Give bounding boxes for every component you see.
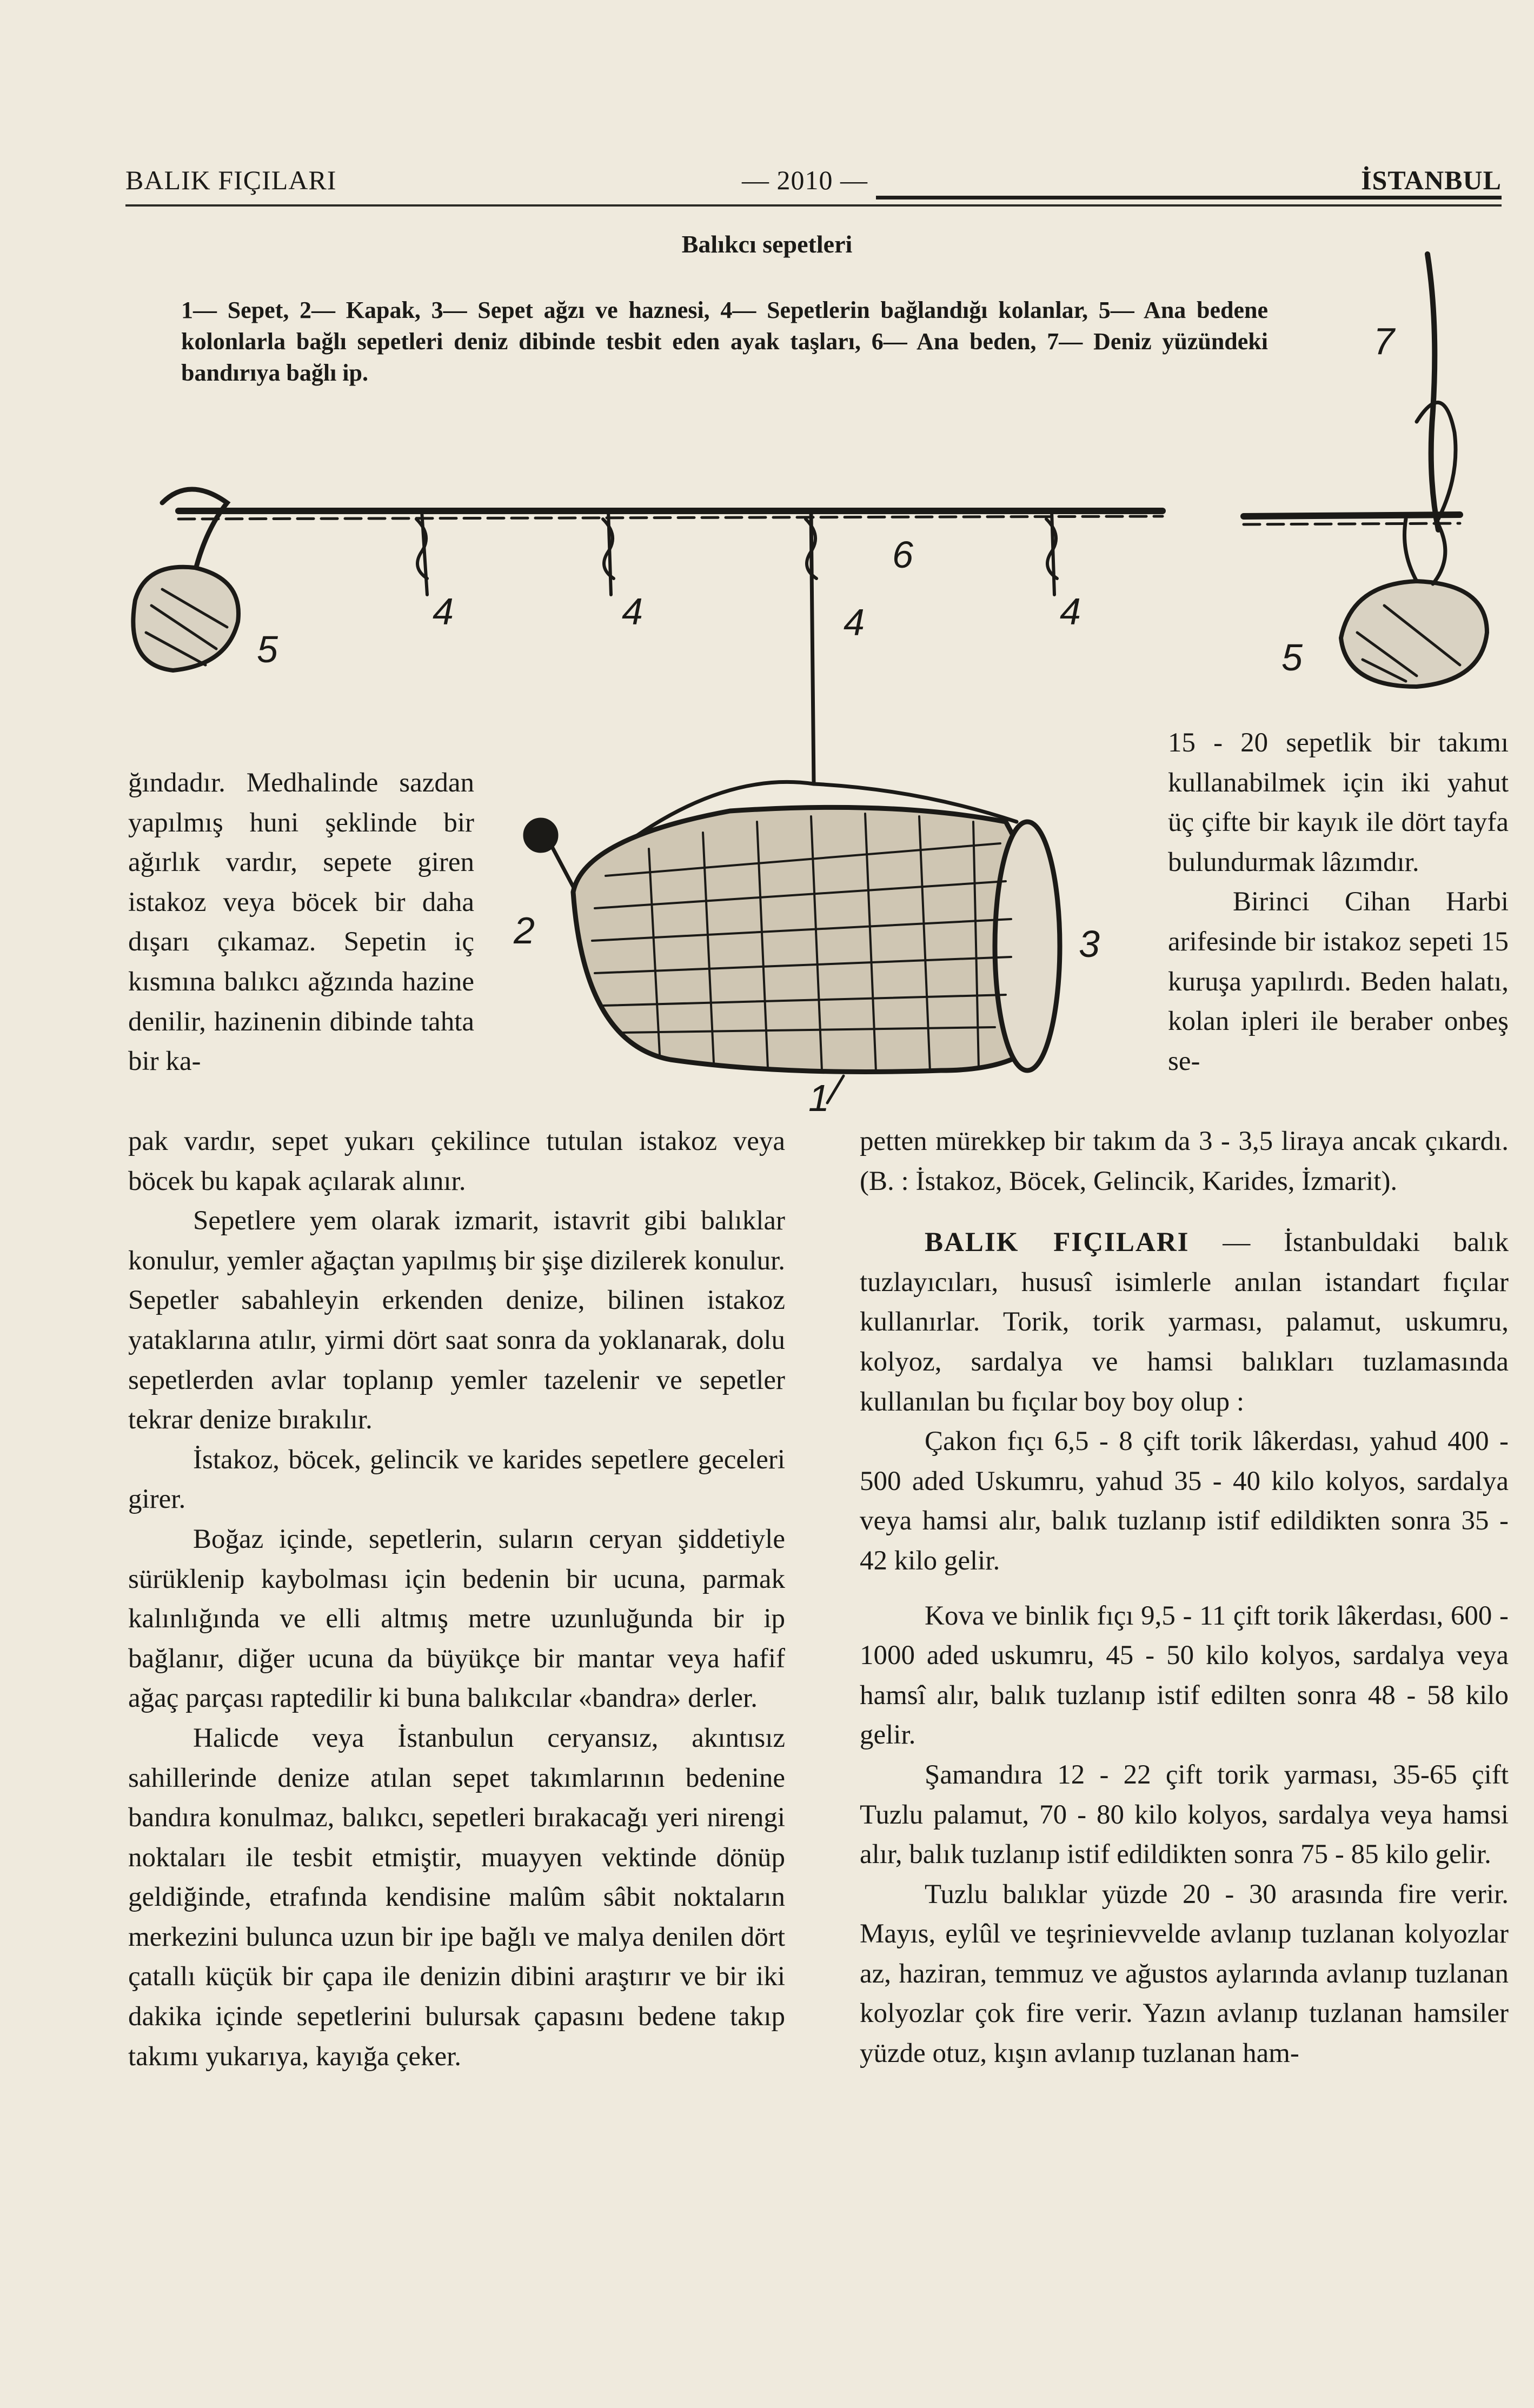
page-number: — 2010 — xyxy=(742,165,868,195)
label-3: 3 xyxy=(1079,923,1100,965)
paragraph: Halicde veya İstanbulun ceryansız, akıntısız sahillerinde denize atılan sepet takımlarının bedenine bandıra konulmaz, balıkcı, sepetleri bırakacağı yeri nirengi noktaları ile tesbit etmiştir, muayyen vektinde dönüp geldiğinde, etrafında kendisine malûm sâbit noktaların merkezini bulunca uzun bir ipe bağlı ve malya denilen dört çatallı küçük bir çapa ile denizin dibini araştırır ve bir iki dakika içinde sepetlerini bulursak çapasını bedene takıp takımı yukarıya, kayığa çeker. xyxy=(128,1722,785,2072)
section-paragraph xyxy=(860,1223,1509,1422)
paragraph: Birinci Cihan Harbi arifesinde bir istakoz sepeti 15 kuruşa yapılırdı. Beden halatı, kolan ipleri ile beraber onbeş se- xyxy=(1168,887,1509,1076)
paragraph: Boğaz içinde, sepetlerin, suların ceryan şiddetiyle sürüklenip kaybolması için bedenin bir ucuna, parmak kalınlığında ve elli altmış metre uzunluğunda bir ip bağlanır, diğer ucuna da büyükçe bir mantar veya hafif ağaç parçası raptedilir ki buna balıkcılar «bandra» derler. xyxy=(128,1524,785,1714)
buoy-line xyxy=(1427,254,1438,530)
paragraph: Çakon fıçı 6,5 - 8 çift torik lâkerdası, yahud 400 - 500 aded Uskumru, yahud 35 - 40 kilo kolyos, sardalya veya hamsi alır, balık tuzlanıp istif edildikten sonra 35 - 42 kilo gelir. xyxy=(860,1426,1509,1576)
right-column xyxy=(860,1122,1509,2074)
paragraph: Tuzlu balıklar yüzde 20 - 30 arasında fire verir. Mayıs, eylûl ve teşrinievvelde avlanıp tuzlanan kolyozlar az, haziran, temmuz ve ağustos aylarında avlanıp tuzlanan kolyozlar çok fire verir. Yazın avlanıp tuzlanan hamsiler yüzde otuz, kışın avlanıp tuzlanan ham- xyxy=(860,1879,1509,2069)
paragraph: petten mürekkep bir takım da 3 - 3,5 liraya ancak çıkardı. (B. : İstakoz, Böcek, Gelincik, Karides, İzmarit). xyxy=(860,1126,1509,1196)
paragraph: Şamandıra 12 - 22 çift torik yarması, 35-65 çift Tuzlu palamut, 70 - 80 kilo kolyos, sardalya veya hamsi alır, balık tuzlanıp istif edildikten sonra 75 - 85 kilo gelir. xyxy=(860,1759,1509,1870)
anchor-stone-right xyxy=(1341,581,1487,687)
label-4-a: 4 xyxy=(433,590,454,633)
label-5-left: 5 xyxy=(257,628,278,670)
right-column-narrow xyxy=(1168,723,1509,1081)
basket-lid xyxy=(523,818,558,853)
label-6: 6 xyxy=(892,534,913,576)
header-rule-thick xyxy=(876,196,1502,199)
paragraph: İstakoz, böcek, gelincik ve karides sepetlere geceleri girer. xyxy=(128,1444,785,1515)
left-column-narrow xyxy=(128,763,474,1082)
figure-title: Balıkcı sepetleri xyxy=(681,230,853,258)
label-4-c: 4 xyxy=(844,601,865,643)
section-heading: BALIK FIÇILARI xyxy=(925,1227,1190,1258)
paragraph: 15 - 20 sepetlik bir takımı kullanabilmek için iki yahut üç çifte bir kayık ile dört tayfa bulundurmak lâzımdır. xyxy=(1168,728,1509,877)
running-head xyxy=(125,157,1502,200)
label-4-b: 4 xyxy=(622,590,643,633)
paragraph: pak vardır, sepet yukarı çekilince tutulan istakoz veya böcek bu kapak açılarak alınır. xyxy=(128,1126,785,1196)
running-head-section: BALIK FIÇILARI xyxy=(125,165,337,195)
paragraph: Sepetlere yem olarak izmarit, istavrit gibi balıklar konulur, yemler ağaçtan yapılmış bir şişe dizilerek konulur. Sepetler sabahleyin erkenden denize, bilinen istakoz yataklarına atılır, yirmi dört saat sonra da yoklanarak, dolu sepetlerden avlar toplanıp yemler tazelenir ve sepetler tekrar denize bırakılır. xyxy=(128,1206,785,1435)
figure-caption: 1— Sepet, 2— Kapak, 3— Sepet ağzı ve haznesi, 4— Sepetlerin bağlandığı kolanlar, 5— Ana bedene kolonlarla bağlı sepetleri deniz dibinde tesbit eden ayak taşları, 6— Ana beden, 7— Deniz yüzündeki bandırıya bağlı ip. xyxy=(181,297,1268,386)
label-5-right: 5 xyxy=(1281,636,1303,679)
label-7: 7 xyxy=(1373,320,1394,362)
left-column xyxy=(128,1122,785,2077)
basket-mouth xyxy=(995,822,1060,1070)
paragraph: Kova ve binlik fıçı 9,5 - 11 çift torik lâkerdası, 600 - 1000 aded uskumru, 45 - 50 kilo kolyos, sardalya veya hamsî alır, balık tuzlanıp istif edilten sonra 48 - 58 kilo gelir. xyxy=(860,1600,1509,1751)
paragraph: ğındadır. Medhalinde sazdan yapılmış huni şeklinde bir ağırlık vardır, sepete giren istakoz veya böcek bir daha dışarı çıkamaz. Sepetin iç kısmına balıkcı ağzında hazine denilir, hazinenin dibinde tahta bir ka- xyxy=(128,768,474,1077)
header-rule xyxy=(125,204,1502,207)
section-intro: — İstanbuldaki balık tuzlayıcıları, hususî isimlerle anılan istandart fıçılar kullanırlar. Torik, torik yarması, palamut, uskumru, kolyoz, sardalya ve hamsi balıkları tuzlamasında kullanılan bu fıçılar boy boy olup : xyxy=(860,1227,1509,1417)
label-2: 2 xyxy=(514,909,535,952)
running-head-volume: İSTANBUL xyxy=(1361,165,1502,195)
label-1: 1 xyxy=(808,1077,829,1119)
label-4-d: 4 xyxy=(1060,590,1081,633)
